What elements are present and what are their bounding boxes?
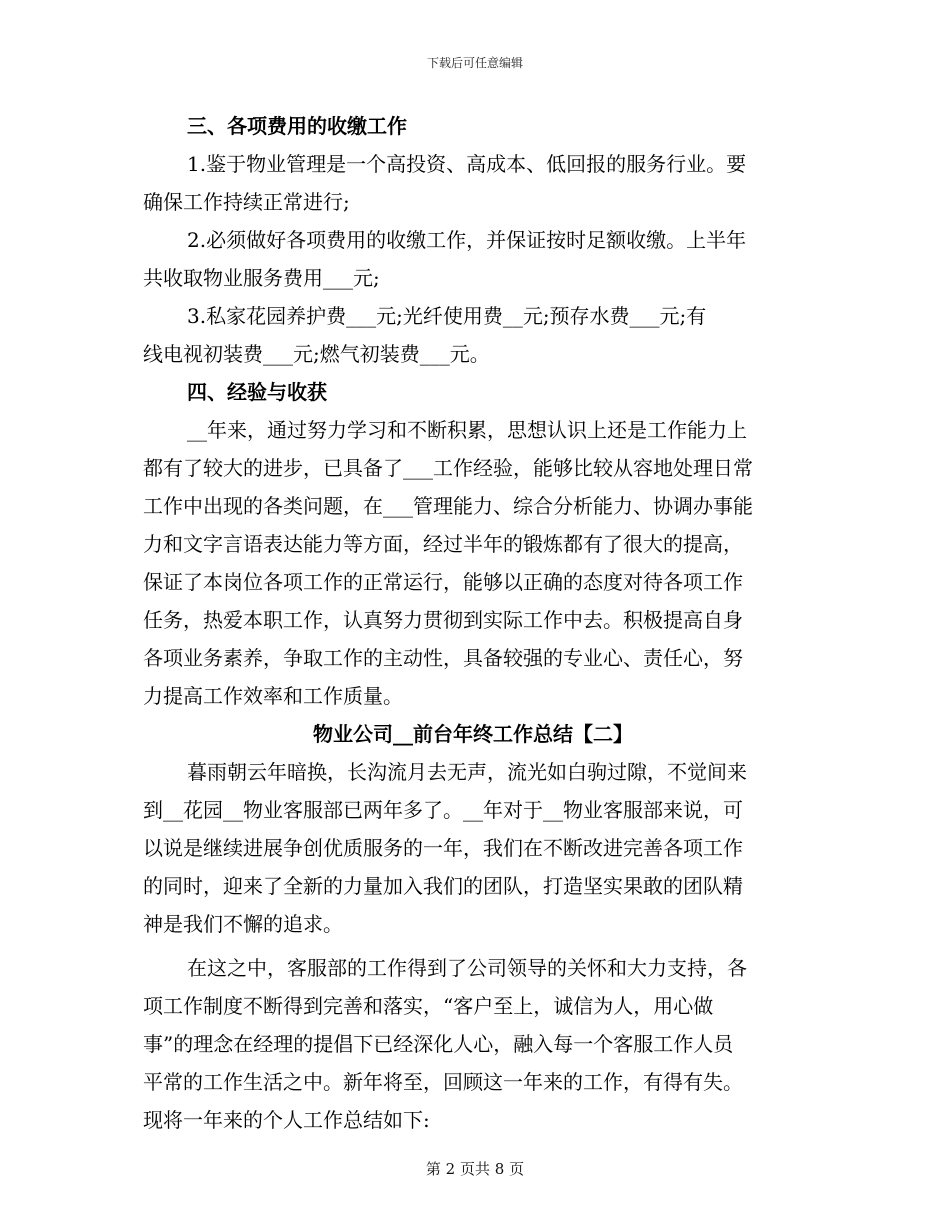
paragraph-line: 任务，热爱本职工作，认真努力贯彻到实际工作中去。积极提高自身 [143, 608, 743, 632]
paragraph-line: 各项业务素养，争取工作的主动性，具备较强的专业心、责任心，努 [143, 646, 743, 670]
paragraph-line: 力提高工作效率和工作质量。 [143, 684, 403, 708]
paragraph-line: 2.必须做好各项费用的收缴工作，并保证按时足额收缴。上半年 [187, 228, 747, 252]
section-heading-fees: 三、各项费用的收缴工作 [187, 114, 407, 138]
paragraph-line: 现将一年来的个人工作总结如下: [143, 1108, 430, 1132]
paragraph-line: 的同时，迎来了全新的力量加入我们的团队，打造坚实果敢的团队精 [143, 874, 743, 898]
document-subtitle: 物业公司__前台年终工作总结【二】 [313, 722, 633, 746]
section-heading-experience: 四、经验与收获 [187, 380, 327, 404]
document-body [143, 107, 803, 1139]
paragraph-line: 共收取物业服务费用___元; [143, 266, 380, 290]
paragraph-line: 保证了本岗位各项工作的正常运行，能够以正确的态度对待各项工作 [143, 570, 743, 594]
paragraph-line: 力和文字言语表达能力等方面，经过半年的锻炼都有了很大的提高， [143, 532, 743, 556]
page-header-note: 下载后可任意编辑 [426, 56, 523, 70]
paragraph-line: 都有了较大的进步，已具备了___工作经验，能够比较从容地处理日常 [143, 456, 753, 480]
paragraph-line: 暮雨朝云年暗换，长沟流月去无声，流光如白驹过隙，不觉间来 [187, 760, 747, 784]
paragraph-line: 工作中出现的各类问题，在___管理能力、综合分析能力、协调办事能 [143, 494, 753, 518]
paragraph-line: 平常的工作生活之中。新年将至，回顾这一年来的工作，有得有失。 [143, 1070, 743, 1094]
paragraph-line: 事”的理念在经理的提倡下已经深化人心，融入每一个客服工作人员 [143, 1032, 734, 1056]
paragraph-line: __年来，通过努力学习和不断积累，思想认识上还是工作能力上 [187, 418, 747, 442]
page-number-footer: 第 2 页共 8 页 [425, 1160, 525, 1178]
paragraph-line: 在这之中，客服部的工作得到了公司领导的关怀和大力支持，各 [187, 956, 747, 980]
paragraph-line: 以说是继续进展争创优质服务的一年，我们在不断改进完善各项工作 [143, 836, 743, 860]
paragraph-line: 线电视初装费___元;燃气初装费___元。 [143, 342, 490, 366]
paragraph-line: 到__花园__物业客服部已两年多了。__年对于__物业客服部来说，可 [143, 798, 743, 822]
paragraph-line: 1.鉴于物业管理是一个高投资、高成本、低回报的服务行业。要 [187, 152, 747, 176]
paragraph-line: 3.私家花园养护费___元;光纤使用费__元;预存水费___元;有 [187, 304, 707, 328]
paragraph-line: 项工作制度不断得到完善和落实，“客户至上，诚信为人，用心做 [143, 994, 714, 1018]
paragraph-line: 神是我们不懈的追求。 [143, 912, 343, 936]
paragraph-line: 确保工作持续正常进行; [143, 190, 350, 214]
